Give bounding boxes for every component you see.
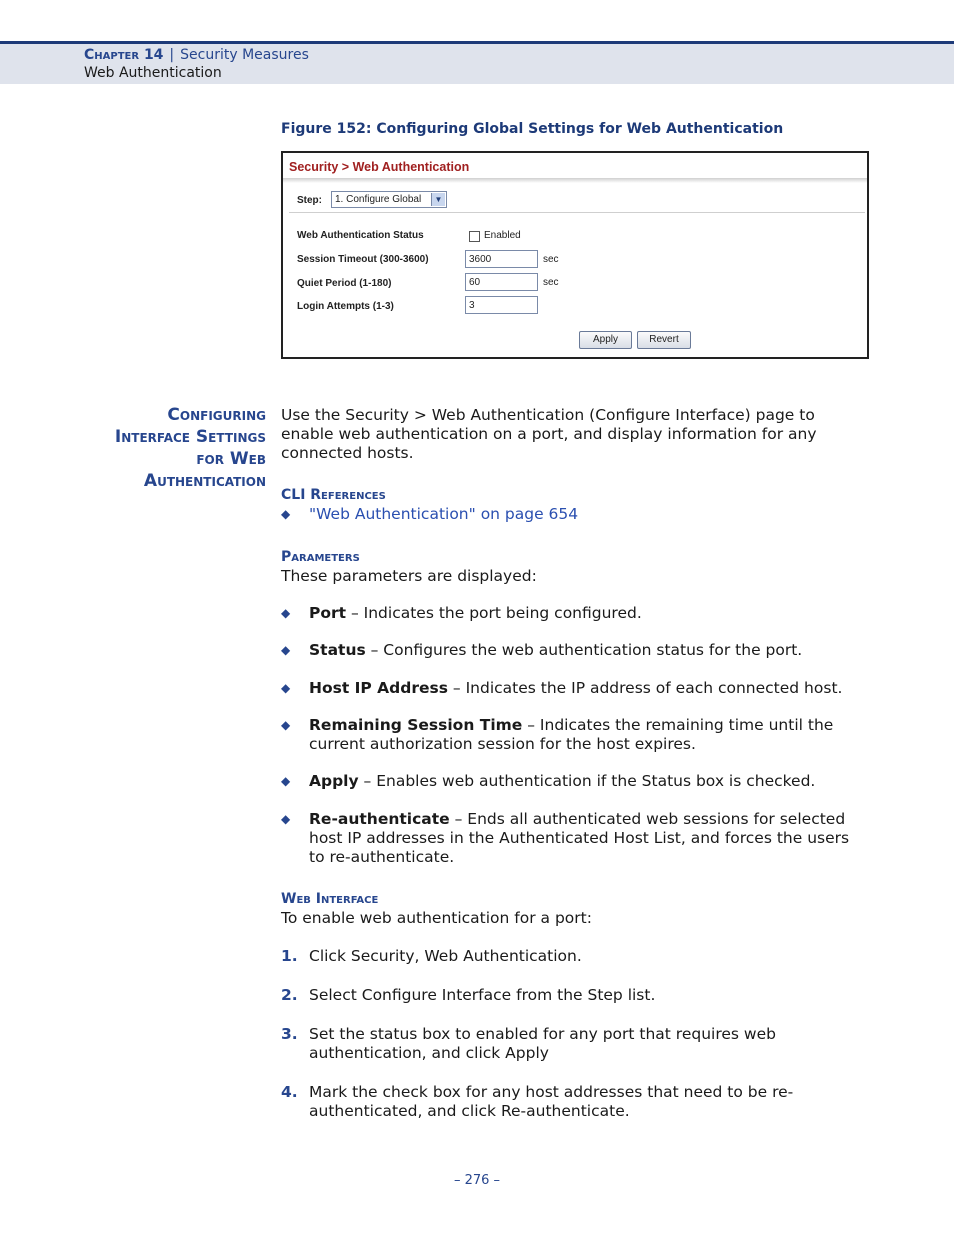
param-term: Port xyxy=(309,604,347,622)
chapter-label: Chapter 14 xyxy=(84,47,164,63)
login-attempts-label: Login Attempts (1-3) xyxy=(297,301,394,312)
chapter-line xyxy=(84,47,309,63)
diamond-bullet-icon: ◆ xyxy=(281,774,291,788)
web-interface-intro: To enable web authentication for a port: xyxy=(281,909,592,927)
revert-button[interactable]: Revert xyxy=(637,331,691,349)
step-label: Step: xyxy=(297,195,322,206)
session-timeout-input[interactable]: 3600 xyxy=(465,250,538,268)
web-interface-heading: Web Interface xyxy=(281,891,379,907)
param-desc: – Configures the web authentication status for the port. xyxy=(365,641,803,659)
quiet-period-input[interactable]: 60 xyxy=(465,273,538,291)
cli-reference-link[interactable]: "Web Authentication" on page 654 xyxy=(309,505,579,523)
diamond-bullet-icon: ◆ xyxy=(281,643,291,657)
enabled-checkbox-label: Enabled xyxy=(484,230,521,241)
ui-divider xyxy=(289,212,865,213)
apply-button[interactable]: Apply xyxy=(579,331,632,349)
figure-caption: Figure 152: Configuring Global Settings for Web Authentication xyxy=(281,121,784,137)
param-desc: – Indicates the remaining time until the current authorization session for the host expires. xyxy=(309,716,834,753)
web-auth-status-label: Web Authentication Status xyxy=(297,230,424,241)
section-heading-line: Configuring xyxy=(167,405,266,425)
ui-breadcrumb-title: Security > Web Authentication xyxy=(289,160,470,174)
section-title: Web Authentication xyxy=(84,65,222,81)
section-heading-line: Authentication xyxy=(143,471,266,491)
ui-title-divider xyxy=(283,178,867,183)
intro-paragraph: Use the Security > Web Authentication (Configure Interface) page to enable web authentication on a port, and display information for any connected hosts. xyxy=(281,406,817,462)
figure-screenshot xyxy=(281,151,869,359)
header-separator: | xyxy=(169,47,175,63)
step-text: Set the status box to enabled for any port that requires web authentication, and click Apply xyxy=(309,1025,776,1062)
step-number: 3. xyxy=(281,1025,298,1043)
param-desc: – Indicates the port being configured. xyxy=(346,604,642,622)
param-term: Host IP Address xyxy=(309,679,448,697)
chevron-down-icon[interactable]: ▼ xyxy=(431,193,445,206)
section-heading xyxy=(115,404,266,492)
section-heading-line: for Web xyxy=(196,449,266,469)
step-text: Click Security, Web Authentication. xyxy=(309,947,582,965)
parameters-heading: Parameters xyxy=(281,549,360,565)
step-text: Mark the check box for any host addresses that need to be re-authenticated, and click Re-authenticate. xyxy=(309,1083,794,1120)
step-text: Select Configure Interface from the Step list. xyxy=(309,986,656,1004)
diamond-bullet-icon: ◆ xyxy=(281,812,291,826)
param-desc: – Indicates the IP address of each connected host. xyxy=(447,679,843,697)
quiet-period-label: Quiet Period (1-180) xyxy=(297,278,392,289)
diamond-bullet-icon: ◆ xyxy=(281,718,291,732)
param-desc: – Ends all authenticated web sessions for selected host IP addresses in the Authenticated Host List, and forces the users to re-authenticate. xyxy=(309,810,850,866)
diamond-bullet-icon: ◆ xyxy=(281,507,291,521)
cli-references-heading: CLI References xyxy=(281,487,386,503)
step-number: 1. xyxy=(281,947,298,965)
param-term: Re-authenticate xyxy=(309,810,450,828)
parameters-intro: These parameters are displayed: xyxy=(281,567,537,585)
session-timeout-label: Session Timeout (300-3600) xyxy=(297,254,429,265)
step-number: 4. xyxy=(281,1083,298,1101)
param-term: Apply xyxy=(309,772,359,790)
enabled-checkbox[interactable] xyxy=(469,231,480,242)
param-term: Remaining Session Time xyxy=(309,716,523,734)
chapter-title: Security Measures xyxy=(180,47,309,63)
diamond-bullet-icon: ◆ xyxy=(281,606,291,620)
step-select[interactable] xyxy=(331,191,447,208)
quiet-period-unit: sec xyxy=(543,277,559,288)
diamond-bullet-icon: ◆ xyxy=(281,681,291,695)
param-desc: – Enables web authentication if the Status box is checked. xyxy=(358,772,816,790)
step-number: 2. xyxy=(281,986,298,1004)
section-heading-line: Interface Settings xyxy=(114,427,266,447)
login-attempts-input[interactable]: 3 xyxy=(465,296,538,314)
step-select-value: 1. Configure Global xyxy=(335,194,422,205)
page-header xyxy=(0,41,954,84)
session-timeout-unit: sec xyxy=(543,254,559,265)
param-term: Status xyxy=(309,641,366,659)
page-number: – 276 – xyxy=(453,1173,501,1188)
